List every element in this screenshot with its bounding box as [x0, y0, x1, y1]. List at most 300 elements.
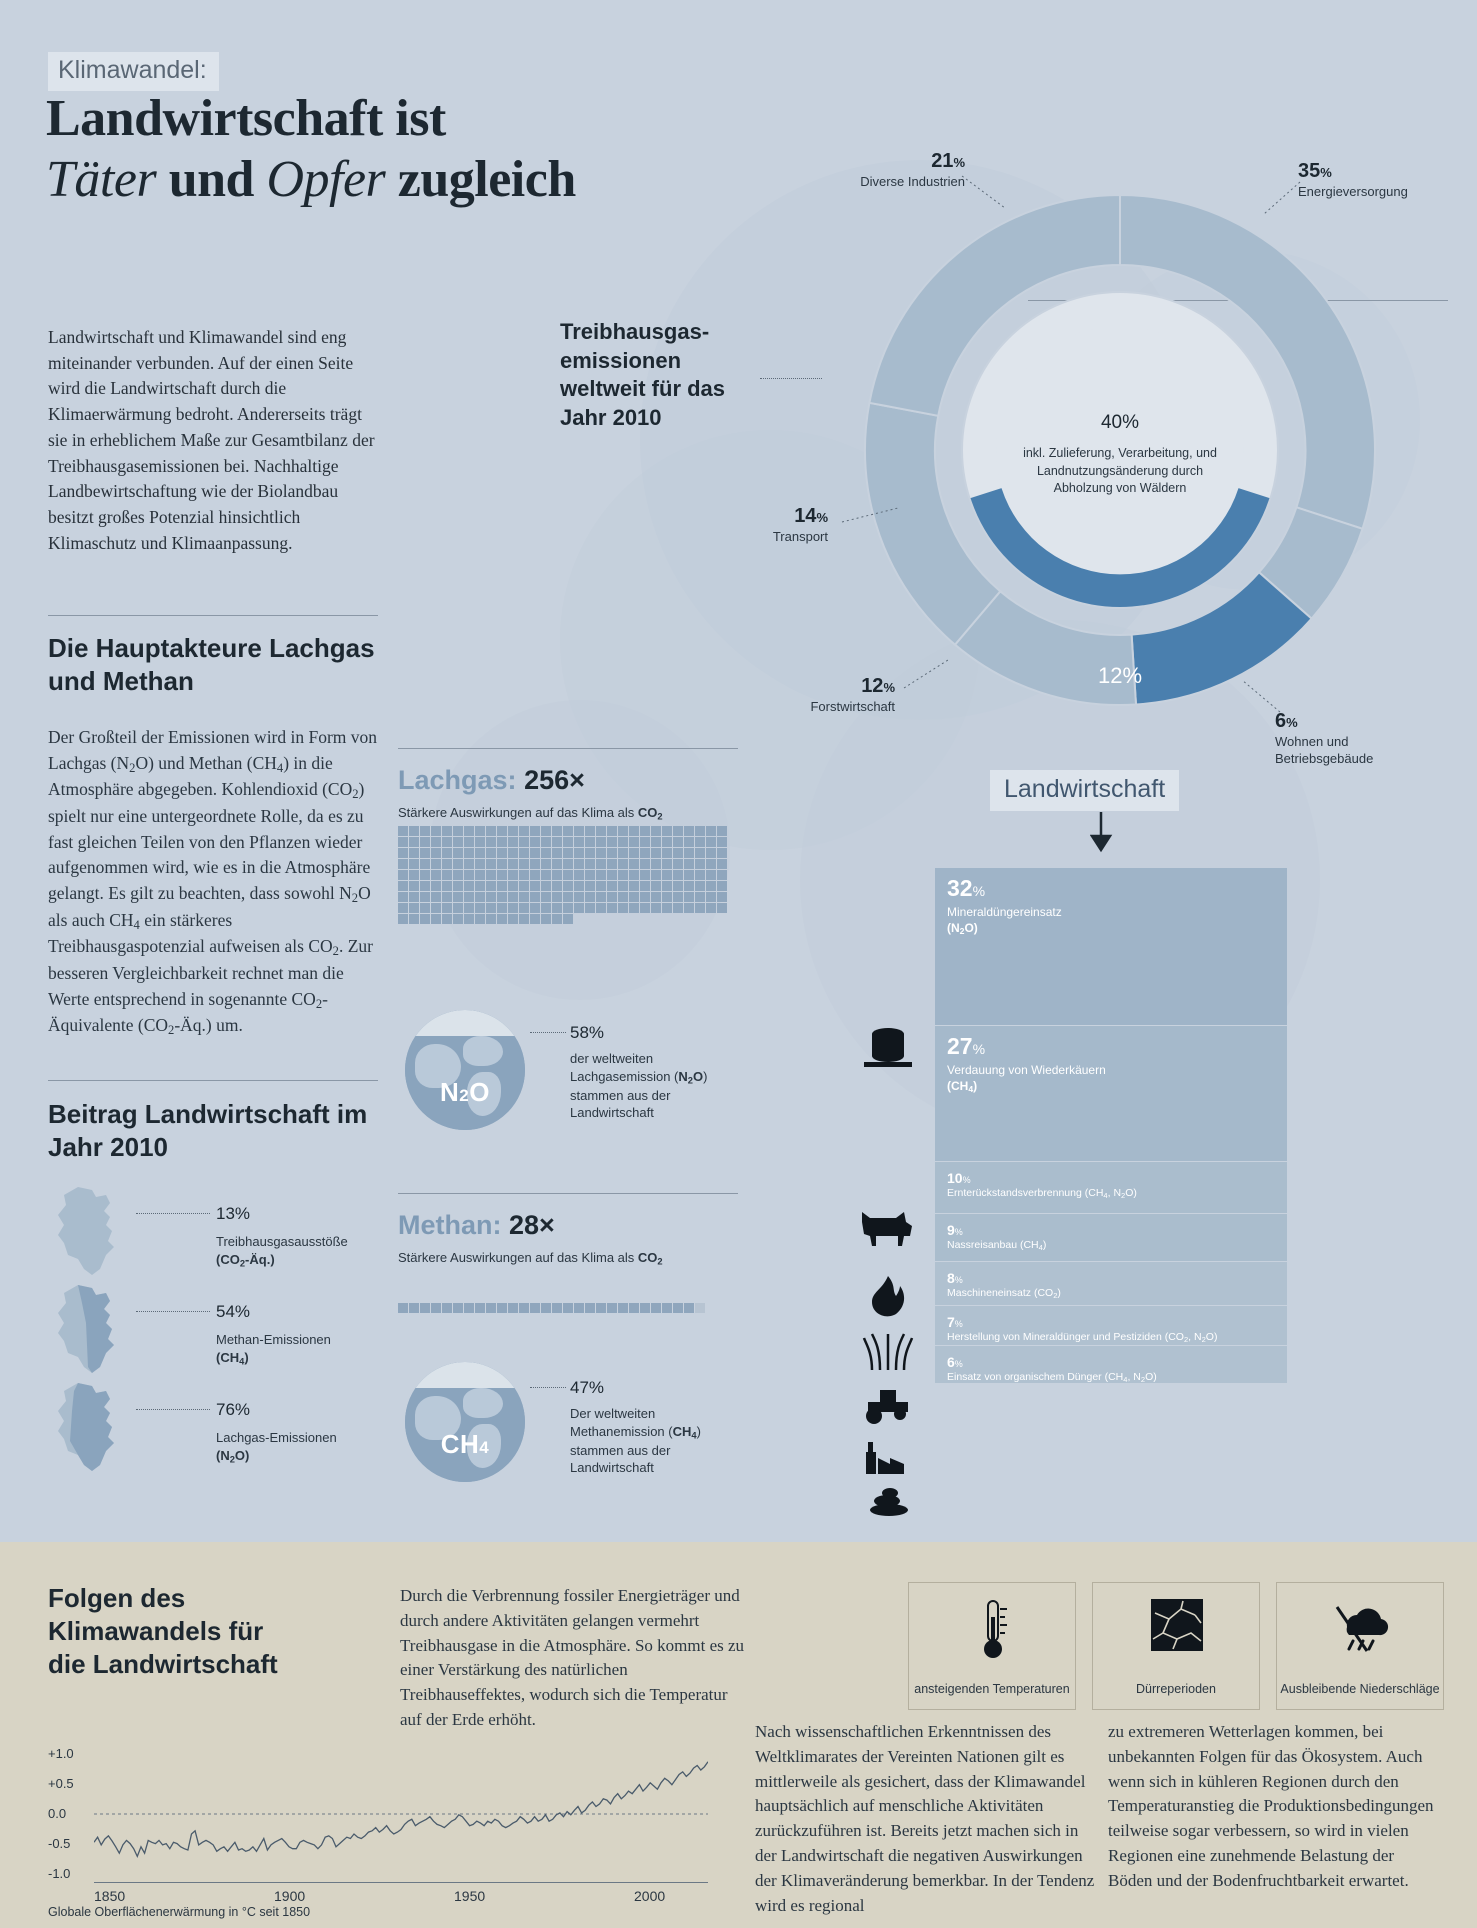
donut-center-value: 40% [1100, 412, 1140, 433]
unit-square [431, 1303, 441, 1313]
manure-icon [868, 1480, 910, 1516]
unit-square [442, 848, 452, 858]
unit-square [585, 881, 595, 891]
unit-square [431, 848, 441, 858]
methan-callout-connector [530, 1387, 566, 1388]
unit-square [442, 1303, 452, 1313]
unit-square [662, 870, 672, 880]
unit-square [541, 892, 551, 902]
unit-square [453, 903, 463, 913]
unit-square [717, 881, 727, 891]
effect-caption-temperature: ansteigenden Temperaturen [914, 1681, 1070, 1696]
unit-square [442, 903, 452, 913]
contribution-list [48, 1185, 388, 1479]
footer-paragraph-3: zu extremeren Wetterlagen kommen, bei unbekannten Folgen für das Ökosystem. Auch wenn sich in kühleren Regionen durch den Temperaturanstieg die Produktionsbedingungen teilweise sogar verbessern, so wird in vielen Regionen eine zunehmende Belastung der Böden und der Bodenfruchtbarkeit erwartet. [1108, 1722, 1434, 1890]
unit-square [420, 870, 430, 880]
unit-square [629, 870, 639, 880]
unit-square [684, 859, 694, 869]
segment-label: Maschineneinsatz $(CO_2)$ [947, 1287, 1061, 1300]
unit-square [563, 892, 573, 902]
agriculture-breakdown-chart [935, 868, 1287, 1384]
table-row [935, 1214, 1287, 1262]
lachgas-callout-text: der weltweiten Lachgasemission $(N_2O)$ stammen aus der Landwirtschaft [570, 1051, 708, 1121]
footer-paragraph-2: Nach wissenschaftlichen Erkenntnissen des Weltklimarates der Vereinten Nationen gilt es mittlerweile als gesichert, dass der Klimawandel hauptsächlich auf menschliche Aktivitäten zurückzuführen ist. Bereits jetzt machen sich in der Landwirtschaft die negativen Auswirkungen der Klimaveränderung bemerkbar. In der Tendenz wird es regional [755, 1722, 1095, 1915]
unit-square [486, 881, 496, 891]
unit-square [684, 837, 694, 847]
unit-square [706, 903, 716, 913]
fire-icon [866, 1274, 910, 1318]
unit-square [497, 1303, 507, 1313]
gas-divider-2 [398, 1193, 738, 1194]
unit-square [453, 848, 463, 858]
temperature-series [94, 1754, 708, 1882]
unit-square [420, 848, 430, 858]
unit-square [651, 837, 661, 847]
unit-square [706, 870, 716, 880]
page-title [46, 88, 576, 211]
unit-square [486, 837, 496, 847]
unit-square [563, 903, 573, 913]
unit-square [651, 892, 661, 902]
unit-square [486, 903, 496, 913]
unit-square [508, 914, 518, 924]
unit-square [431, 859, 441, 869]
donut-label-energie: 35% Energieversorgung [1298, 160, 1408, 199]
unit-square [508, 859, 518, 869]
donut-label-forst: 12% Forstwirtschaft [810, 675, 895, 714]
unit-square [563, 881, 573, 891]
lachgas-block [398, 765, 738, 821]
unit-square [398, 848, 408, 858]
no-rain-icon [1333, 1601, 1389, 1655]
unit-square [607, 881, 617, 891]
unit-square [464, 903, 474, 913]
unit-square [629, 859, 639, 869]
unit-square [420, 892, 430, 902]
unit-square [607, 848, 617, 858]
x-tick: 1900 [274, 1888, 306, 1904]
unit-square [409, 892, 419, 902]
unit-square [640, 892, 650, 902]
unit-square [398, 837, 408, 847]
unit-square [662, 826, 672, 836]
methan-callout-text: Der weltweiten Methanemission $(CH_4)$ stammen aus der Landwirtschaft [570, 1406, 701, 1476]
unit-square [420, 859, 430, 869]
unit-square [475, 914, 485, 924]
unit-square [629, 1303, 639, 1313]
unit-square [530, 837, 540, 847]
table-row [935, 1306, 1287, 1346]
unit-square [695, 1303, 705, 1313]
y-tick: +0.5 [48, 1776, 74, 1791]
unit-square [651, 870, 661, 880]
table-row [935, 1162, 1287, 1214]
unit-square [409, 848, 419, 858]
unit-square [640, 903, 650, 913]
left-divider-2 [48, 1080, 378, 1081]
unit-square [409, 859, 419, 869]
unit-square [695, 859, 705, 869]
unit-square [684, 848, 694, 858]
donut-center-text: inkl. Zulieferung, Verarbeitung, und Landnutzungsänderung durch Abholzung von Wäldern [1023, 446, 1217, 495]
lachgas-callout [570, 1013, 740, 1122]
unit-square [497, 892, 507, 902]
unit-square [640, 859, 650, 869]
unit-square [431, 837, 441, 847]
unit-square [530, 870, 540, 880]
unit-square [717, 892, 727, 902]
unit-square [695, 826, 705, 836]
unit-square [497, 914, 507, 924]
contribution-value: 76% [216, 1400, 251, 1419]
unit-square [640, 837, 650, 847]
unit-square [640, 881, 650, 891]
effect-box-temperature [908, 1582, 1076, 1710]
table-row [935, 1262, 1287, 1306]
unit-square [431, 881, 441, 891]
germany-map-icon [48, 1283, 130, 1375]
unit-square [662, 848, 672, 858]
connector-line [136, 1409, 210, 1410]
unit-square [585, 1303, 595, 1313]
segment-value: 27% [947, 1033, 986, 1059]
unit-square [563, 1303, 573, 1313]
unit-square [431, 870, 441, 880]
methan-name: Methan: [398, 1210, 502, 1240]
unit-square [717, 903, 727, 913]
effect-box-drought [1092, 1582, 1260, 1710]
segment-label: Mineraldüngereinsatz $(N_2O)$ [947, 905, 1062, 936]
donut-title-connector [760, 378, 822, 379]
unit-square [508, 826, 518, 836]
unit-square [574, 870, 584, 880]
table-row [935, 1026, 1287, 1162]
unit-square [607, 1303, 617, 1313]
contribution-value: 13% [216, 1204, 251, 1223]
title-line1: Landwirtschaft ist [46, 90, 446, 147]
unit-square [717, 859, 727, 869]
unit-square [475, 881, 485, 891]
lachgas-callout-value: 58% [570, 1023, 605, 1042]
unit-square [398, 881, 408, 891]
unit-square [442, 826, 452, 836]
methan-heading [398, 1210, 738, 1241]
y-tick: -0.5 [48, 1836, 71, 1851]
lachgas-square-grid [398, 826, 728, 925]
unit-square [618, 848, 628, 858]
effect-caption-drought: Dürreperioden [1136, 1681, 1216, 1696]
effect-caption-rain: Ausbleibende Niederschläge [1280, 1681, 1440, 1696]
segment-value: 10% [947, 1170, 971, 1186]
unit-square [695, 837, 705, 847]
unit-square [409, 826, 419, 836]
unit-square [717, 826, 727, 836]
unit-square [706, 859, 716, 869]
title-italic-1: Täter [46, 151, 157, 209]
unit-square [563, 837, 573, 847]
unit-square [552, 903, 562, 913]
segment-value: 6% [947, 1354, 963, 1370]
left-divider-1 [48, 615, 378, 616]
unit-square [475, 892, 485, 902]
unit-square [497, 881, 507, 891]
unit-square [618, 826, 628, 836]
unit-square [398, 1303, 408, 1313]
unit-square [618, 903, 628, 913]
unit-square [530, 826, 540, 836]
footer-heading: Folgen des Klimawandels für die Landwirtschaft [48, 1583, 278, 1679]
unit-square [420, 903, 430, 913]
unit-square [552, 826, 562, 836]
unit-square [530, 892, 540, 902]
unit-square [640, 826, 650, 836]
donut-center-group [900, 0, 1340, 900]
contribution-label: Lachgas-Emissionen $(N_2O)$ [216, 1430, 337, 1464]
unit-square [662, 881, 672, 891]
unit-square [596, 892, 606, 902]
unit-square [662, 1303, 672, 1313]
section-contribution-heading: Beitrag Landwirtschaft im Jahr 2010 [48, 1099, 368, 1162]
unit-square [398, 892, 408, 902]
connector-line [136, 1311, 210, 1312]
unit-square [695, 881, 705, 891]
unit-square [585, 903, 595, 913]
unit-square [574, 859, 584, 869]
list-item [48, 1185, 388, 1283]
unit-square [651, 881, 661, 891]
unit-square [673, 859, 683, 869]
unit-square [596, 870, 606, 880]
unit-square [541, 1303, 551, 1313]
title-end: zugleich [385, 151, 576, 209]
unit-square [541, 903, 551, 913]
unit-square [519, 892, 529, 902]
unit-square [618, 837, 628, 847]
unit-square [552, 1303, 562, 1313]
unit-square [585, 870, 595, 880]
y-tick: 0.0 [48, 1806, 67, 1821]
unit-square [486, 892, 496, 902]
unit-square [486, 859, 496, 869]
table-row [935, 1346, 1287, 1384]
n2o-globe-label: N2O [440, 1077, 490, 1107]
unit-square [508, 848, 518, 858]
unit-square [530, 848, 540, 858]
lachgas-subtitle: Stärkere Auswirkungen auf das Klima als $CO_2$ [398, 805, 663, 822]
unit-square [640, 870, 650, 880]
footer-paragraph-1: Durch die Verbrennung fossiler Energieträger und durch andere Aktivitäten gelangen vermehrt Treibhausgase in die Atmosphäre. So kommt es zu einer Verstärkung des natürlichen Treibhauseffektes, wodurch sich die Temperatur auf der Erde erhöht. [400, 1586, 745, 1730]
unit-square [453, 1303, 463, 1313]
x-axis [94, 1882, 708, 1883]
unit-square [475, 870, 485, 880]
methan-subtitle: Stärkere Auswirkungen auf das Klima als $CO_2$ [398, 1250, 663, 1267]
methan-callout-value: 47% [570, 1378, 605, 1397]
ch4-globe-icon [405, 1362, 525, 1482]
x-tick: 1950 [454, 1888, 486, 1904]
unit-square [552, 837, 562, 847]
unit-square [629, 881, 639, 891]
unit-square [420, 826, 430, 836]
unit-square [585, 859, 595, 869]
unit-square [464, 870, 474, 880]
unit-square [508, 1303, 518, 1313]
unit-square [695, 892, 705, 902]
unit-square [475, 1303, 485, 1313]
unit-square [596, 859, 606, 869]
unit-square [695, 903, 705, 913]
unit-square [662, 903, 672, 913]
unit-square [530, 903, 540, 913]
unit-square [442, 859, 452, 869]
unit-square [706, 892, 716, 902]
section-main-actors-heading: Die Hauptakteure Lachgas und Methan [48, 633, 375, 696]
unit-square [618, 881, 628, 891]
unit-square [464, 914, 474, 924]
unit-square [552, 859, 562, 869]
unit-square [541, 870, 551, 880]
unit-square [706, 881, 716, 891]
unit-square [651, 859, 661, 869]
unit-square [497, 837, 507, 847]
unit-square [519, 1303, 529, 1313]
lachgas-callout-connector [530, 1032, 566, 1033]
unit-square [607, 859, 617, 869]
unit-square [530, 881, 540, 891]
unit-square [519, 881, 529, 891]
segment-label: Herstellung von Mineraldünger und Pestiziden ($CO_2$, $N_2O$) [947, 1331, 1218, 1344]
unit-square [431, 826, 441, 836]
unit-square [519, 914, 529, 924]
unit-square [673, 1303, 683, 1313]
unit-square [717, 848, 727, 858]
segment-label: Einsatz von organischem Dünger ($CH_4$, $N_2O$) [947, 1371, 1157, 1384]
unit-square [508, 892, 518, 902]
unit-square [651, 903, 661, 913]
unit-square [684, 881, 694, 891]
unit-square [629, 892, 639, 902]
thermometer-icon [971, 1599, 1015, 1661]
intro-paragraph: Landwirtschaft und Klimawandel sind eng miteinander verbunden. Auf der einen Seite wird die Landwirtschaft durch die Klimaerwärmung bedroht. Andererseits trägt sie in erheblichem Maße zur Gesamtbilanz der Treibhausgasemissionen bei. Nachhaltige Landbewirtschaftung wie der Biolandbau besitzt großes Potenzial hinsichtlich Klimaschutz und Klimaanpassung. [48, 327, 375, 553]
unit-square [508, 903, 518, 913]
unit-square [497, 826, 507, 836]
unit-square [574, 881, 584, 891]
unit-square [618, 859, 628, 869]
factory-icon [862, 1438, 912, 1476]
unit-square [684, 1303, 694, 1313]
germany-map-icon [48, 1185, 130, 1277]
lachgas-factor: 256× [524, 765, 585, 795]
landwirtschaft-badge: Landwirtschaft [990, 770, 1179, 811]
connector-line [136, 1213, 210, 1214]
unit-square [706, 848, 716, 858]
unit-square [563, 848, 573, 858]
unit-square [541, 826, 551, 836]
unit-square [530, 1303, 540, 1313]
donut-label-transport: 14% Transport [772, 505, 828, 544]
unit-square [607, 837, 617, 847]
unit-square [431, 914, 441, 924]
temperature-line-chart [48, 1746, 708, 1904]
unit-square [398, 859, 408, 869]
unit-square [629, 903, 639, 913]
unit-square [519, 859, 529, 869]
unit-square [464, 837, 474, 847]
unit-square [651, 848, 661, 858]
unit-square [662, 837, 672, 847]
unit-square [486, 1303, 496, 1313]
unit-square [442, 837, 452, 847]
unit-square [409, 837, 419, 847]
unit-square [453, 914, 463, 924]
chart-caption: Globale Oberflächenerwärmung in °C seit 1850 [48, 1905, 311, 1919]
segment-value: 8% [947, 1270, 963, 1286]
unit-square [398, 903, 408, 913]
unit-square [651, 826, 661, 836]
unit-square [409, 881, 419, 891]
unit-square [585, 892, 595, 902]
unit-square [574, 826, 584, 836]
unit-square [673, 903, 683, 913]
segment-label: Nassreisanbau $(CH_4)$ [947, 1239, 1047, 1252]
unit-square [442, 870, 452, 880]
unit-square [574, 1303, 584, 1313]
segment-value: 7% [947, 1314, 963, 1330]
contribution-label: Treibhausgasausstöße $(CO_2-Äq.)$ [216, 1234, 348, 1268]
unit-square [475, 903, 485, 913]
x-tick: 2000 [634, 1888, 666, 1904]
unit-square [607, 892, 617, 902]
unit-square [596, 903, 606, 913]
unit-square [475, 859, 485, 869]
cow-icon [856, 1208, 918, 1248]
unit-square [684, 903, 694, 913]
unit-square [585, 826, 595, 836]
y-tick: -1.0 [48, 1866, 71, 1881]
table-row [935, 868, 1287, 1026]
unit-square [497, 859, 507, 869]
unit-square [508, 837, 518, 847]
unit-square [541, 914, 551, 924]
unit-square [563, 859, 573, 869]
unit-square [717, 870, 727, 880]
unit-square [464, 848, 474, 858]
unit-square [497, 848, 507, 858]
unit-square [684, 892, 694, 902]
unit-square [618, 870, 628, 880]
unit-square [409, 870, 419, 880]
unit-square [519, 903, 529, 913]
unit-square [684, 870, 694, 880]
unit-square [464, 859, 474, 869]
unit-square [530, 859, 540, 869]
segment-value: 32% [947, 875, 986, 901]
unit-square [552, 848, 562, 858]
unit-square [563, 870, 573, 880]
unit-square [574, 892, 584, 902]
unit-square [640, 1303, 650, 1313]
unit-square [541, 837, 551, 847]
unit-square [673, 848, 683, 858]
donut-label-industrie: 21% Diverse Industrien [860, 150, 965, 189]
unit-square [541, 848, 551, 858]
unit-square [486, 826, 496, 836]
unit-square [552, 892, 562, 902]
unit-square [453, 826, 463, 836]
list-item [48, 1283, 388, 1381]
segment-label: Verdauung von Wiederkäuern $(CH_4)$ [947, 1063, 1106, 1094]
unit-square [629, 848, 639, 858]
unit-square [486, 848, 496, 858]
